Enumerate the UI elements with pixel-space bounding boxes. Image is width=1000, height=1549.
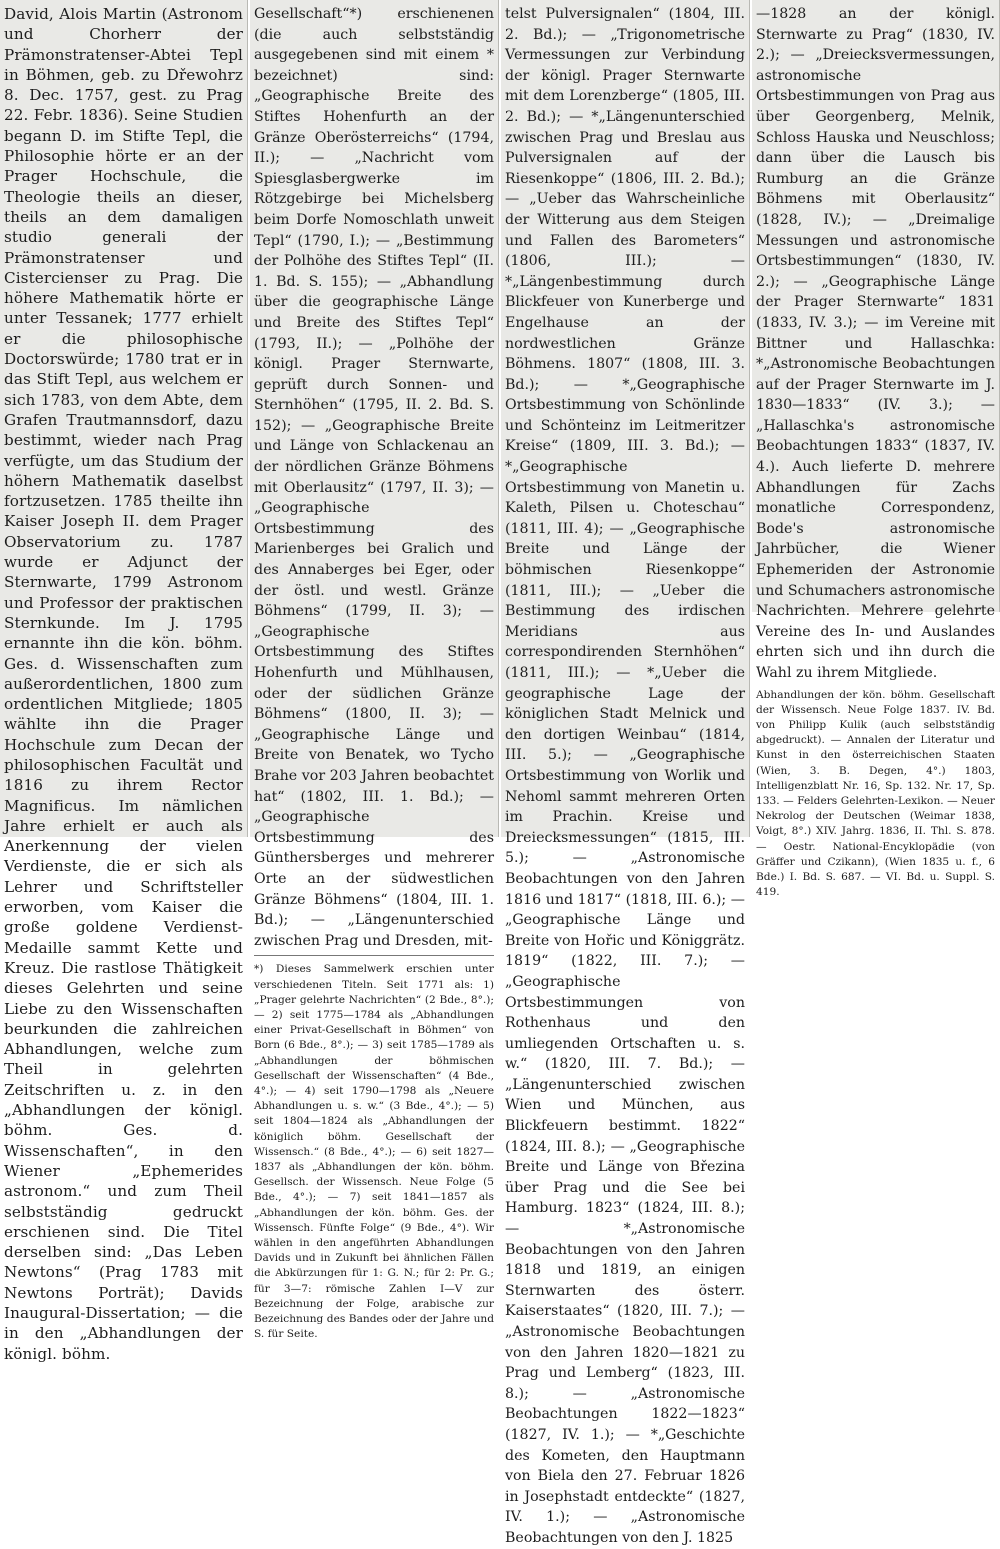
sources-note: Abhandlungen der kön. böhm. Gesellschaft der Wissensch. Neue Folge 1837. IV. Bd. von Philipp Kulik (auch selbstständig abgedruckt). — Annalen der Literatur und Kunst in den österreichischen Staaten (Wien, 3. B. Degen, 4°.) 1803, Intelligenzblatt Nr. 16, Sp. 132. Nr. 17, Sp. 133. — Felders Gelehrten-Lexikon. — Neuer Nekrolog der Deutschen (Weimar 1838, Voigt, 8°.) XIV. Jahrg. 1836, II. Thl. S. 878. — Oestr. National-Encyklopädie (von Gräffer und Czikann), (Wien 1835 u. f., 6 Bde.) I. Bd. S. 687. — VI. Bd. u. Suppl. S. 419. bbox=[756, 688, 995, 899]
footnote-divider bbox=[254, 955, 494, 956]
text-column-1 bbox=[0, 0, 248, 1363]
column-2-footnote: *) Dieses Sammelwerk erschien unter verschiedenen Titeln. Seit 1771 als: 1) „Prager gelehrte Nachrichten“ (2 Bde., 8°.); — 2) seit 1775—1784 als „Abhandlungen einer Privat-Gesellschaft in Böhmen“ von Born (6 Bde., 8°.); — 3) seit 1785—1789 als „Abhandlungen der böhmischen Gesellschaft der Wissenschaften“ (4 Bde., 4°.); — 4) seit 1790—1798 als „Neuere Abhandlungen u. s. w.“ (3 Bde., 4°.); — 5) seit 1804—1824 als „Abhandlungen der königlich böhm. Gesellschaft der Wissensch.“ (8 Bde., 4°.); — 6) seit 1827—1837 als „Abhandlungen der kön. böhm. Gesellsch. der Wissensch. Neue Folge (5 Bde., 4°.); — 7) seit 1841—1857 als „Abhandlungen der kön. böhm. Ges. der Wissensch. Fünfte Folge“ (9 Bde., 4°). Wir wählen in den angeführten Abhandlungen Davids und in Zukunft bei ähnlichen Fällen die Abkürzungen für 1: G. N.; für 2: Pr. G.; für 3—7: römische Zahlen I—V zur Bezeichnung der Folge, arabische zur Bezeichnung des Bandes oder der Jahre und S. für Seite. bbox=[254, 963, 494, 1341]
column-4-text: —1828 an der königl. Sternwarte zu Prag“ (1830, IV. 2.); — „Dreiecksvermessungen, astronomische Ortsbestimmungen von Prag aus über Georgenberg, Melnik, Schloss Hauska und Neuschloss; dann über die Lausch bis Rumburg an die Gränze Böhmens mit Oberlausitz“ (1828, IV.); — „Dreimalige Messungen und astronomische Ortsbestimmungen“ (1830, IV. 2.); — „Geographische Länge der Prager Sternwarte“ 1831 (1833, IV. 3.); — im Vereine mit Bittner und Hallaschka: *„Astronomische Beobachtungen auf der Prager Sternwarte im J. 1830—1833“ (IV. 3.); — „Hallaschka's astronomische Beobachtungen 1833“ (1837, IV. 4.). Auch lieferte D. mehrere Abhandlungen für Zachs monatliche Correspondenz, Bode's astronomische Jahrbücher, die Wiener Ephemeriden der Astronomie und Schumachers astronomische Nachrichten. Mehrere gelehrte Vereine des In- und Auslandes ehrten sich und ihn durch die Wahl zu ihrem Mitgliede. bbox=[756, 6, 995, 681]
column-2-text: Gesellschaft“*) erschienenen (die auch selbstständig ausgegebenen sind mit einem * bezeichnet) sind: „Geographische Breite des Stiftes Hohenfurth an der Gränze Oberösterreichs“ (1794, II.); — „Nachricht vom Spiesglasbergwerke im Rötzgebirge bei Michelsberg beim Dorfe Nomoschlath unweit Tepl“ (1790, I.); — „Bestimmung der Polhöhe des Stiftes Tepl“ (II. 1. Bd. S. 155); — „Abhandlung über die geographische Länge und Breite des Stiftes Tepl“ (1793, II.); — „Polhöhe der königl. Prager Sternwarte, geprüft durch Sonnen- und Sternhöhen“ (1795, II. 2. Bd. S. 152); — „Geographische Breite und Länge von Schlackenau an der nördlichen Gränze Böhmens mit Oberlausitz“ (1797, II. 3); — „Geographische Ortsbestimmung des Marienberges bei Gralich und des Annaberges bei Eger, oder der östl. und westl. Gränze Böhmens“ (1799, II. 3); — „Geographische Ortsbestimmung des Stiftes Hohenfurth und Mühlhausen, oder der südlichen Gränze Böhmens“ (1800, II. 3); — „Geographische Länge und Breite von Benatek, wo Tycho Brahe vor 203 Jahren beobachtet hat“ (1802, III. 1. Bd.); — „Geographische Ortsbestimmung des Günthersberges und mehrerer Orte an der südwestlichen Gränze Böhmens“ (1804, III. 1. Bd.); — „Längenunterschied zwischen Prag und Dresden, mit- bbox=[254, 6, 494, 949]
text-column-4 bbox=[752, 0, 1000, 899]
text-column-3 bbox=[501, 0, 750, 1546]
text-column-2 bbox=[250, 0, 499, 1341]
column-1-text: David, Alois Martin (Astronom und Chorherr der Prämonstratenser-Abtei Tepl in Böhmen, geb. zu Dřewohrz 8. Dec. 1757, gest. zu Prag 22. Febr. 1836). Seine Studien begann D. im Stifte Tepl, die Philosophie hörte er an der Prager Hochschule, die Theologie theils an dieser, theils an dem damaligen studio generali der Prämonstratenser und Cistercienser zu Prag. Die höhere Mathematik hörte er unter Tessanek; 1777 erhielt er die philosophische Doctorswürde; 1780 trat er in das Stift Tepl, aus welchem er sich 1783, von dem Abte, dem Grafen Trautmannsdorf, dazu bestimmt, wieder nach Prag verfügte, um das Studium der höhern Mathematik daselbst fortzusetzen. 1785 theilte ihn Kaiser Joseph II. dem Prager Observatorium zu. 1787 wurde er Adjunct der Sternwarte, 1799 Astronom und Professor der praktischen Sternkunde. Im J. 1795 ernannte ihn die kön. böhm. Ges. d. Wissenschaften zum außerordentlichen, 1800 zum ordentlichen Mitgliede; 1805 wählte ihn die Prager Hochschule zum Decan der philosophischen Facultät und 1816 zu ihrem Rector Magnificus. Im nämlichen Jahre erhielt er auch als Anerkennung der vielen Verdienste, die er sich als Lehrer und Schriftsteller erworben, vom Kaiser die große goldene Verdienst-Medaille sammt Kette und Kreuz. Die rastlose Thätigkeit dieses Gelehrten und seine Liebe zu den Wissenschaften beurkunden die zahlreichen Abhandlungen, welche zum Theil in gelehrten Zeitschriften u. z. in den „Abhandlungen der königl. böhm. Ges. d. Wissenschaften“, in den Wiener „Ephemerides astronom.“ und zum Theil selbstständig gedruckt erschienen sind. Die Titel derselben sind: „Das Leben Newtons“ (Prag 1783 mit Newtons Porträt); Davids Inaugural-Dissertation; — die in den „Abhandlungen der königl. böhm. bbox=[4, 5, 243, 1363]
column-3-text: telst Pulversignalen“ (1804, III. 2. Bd.); — „Trigonometrische Vermessungen zur Verbindung der königl. Prager Sternwarte mit dem Lorenzberge“ (1805, III. 2. Bd.); — *„Längenunterschied zwischen Prag und Breslau aus Pulversignalen auf der Riesenkoppe“ (1806, III. 2. Bd.); — „Ueber das Wahrscheinliche der Witterung aus dem Steigen und Fallen des Barometers“ (1806, III.); — *„Längenbestimmung durch Blickfeuer von Kunerberge und Engelhause an der nordwestlichen Gränze Böhmens. 1807“ (1808, III. 3. Bd.); — *„Geographische Ortsbestimmung von Schönlinde und Schönteinz im Leitmeritzer Kreise“ (1809, III. 3. Bd.); — *„Geographische Ortsbestimmung von Manetin u. Kaleth, Pilsen u. Choteschau“ (1811, III. 4); — „Geographische Breite und Länge der böhmischen Riesenkoppe“ (1811, III.); — „Ueber die Bestimmung des irdischen Meridians aus correspondirenden Sternhöhen“ (1811, III.); — *„Ueber die geographische Lage der königlichen Stadt Melnick und den dortigen Weinbau“ (1814, III. 5.); — „Geographische Ortsbestimmung von Worlik und Nehoml sammt mehreren Orten im Prachin. Kreise und Dreiecksmessungen“ (1815, III. 5.); — „Astronomische Beobachtungen von den Jahren 1816 und 1817“ (1818, III. 6.); — „Geographische Länge und Breite von Hořic und Königgrätz. 1819“ (1822, III. 7.); — „Geographische Ortsbestimmungen von Rothenhaus und den umliegenden Ortschaften u. s. w.“ (1820, III. 7. Bd.); — „Längenunterschied zwischen Wien und München, aus Blickfeuern bestimmt. 1822“ (1824, III. 8.); — „Geographische Breite und Länge von Březina über Prag und die See bei Hamburg. 1823“ (1824, III. 8.); — *„Astronomische Beobachtungen von den Jahren 1818 und 1819, an einigen Sternwarten des österr. Kaiserstaates“ (1820, III. 7.); — „Astronomische Beobachtungen von den Jahren 1820—1821 zu Prag und Lemberg“ (1823, III. 8.); — „Astronomische Beobachtungen 1822—1823“ (1827, IV. 1.); — *„Geschichte des Kometen, den Hauptmann von Biela den 27. Februar 1826 in Josephstadt entdeckte“ (1827, IV. 1.); — „Astronomische Beobachtungen von den J. 1825 bbox=[505, 6, 745, 1546]
